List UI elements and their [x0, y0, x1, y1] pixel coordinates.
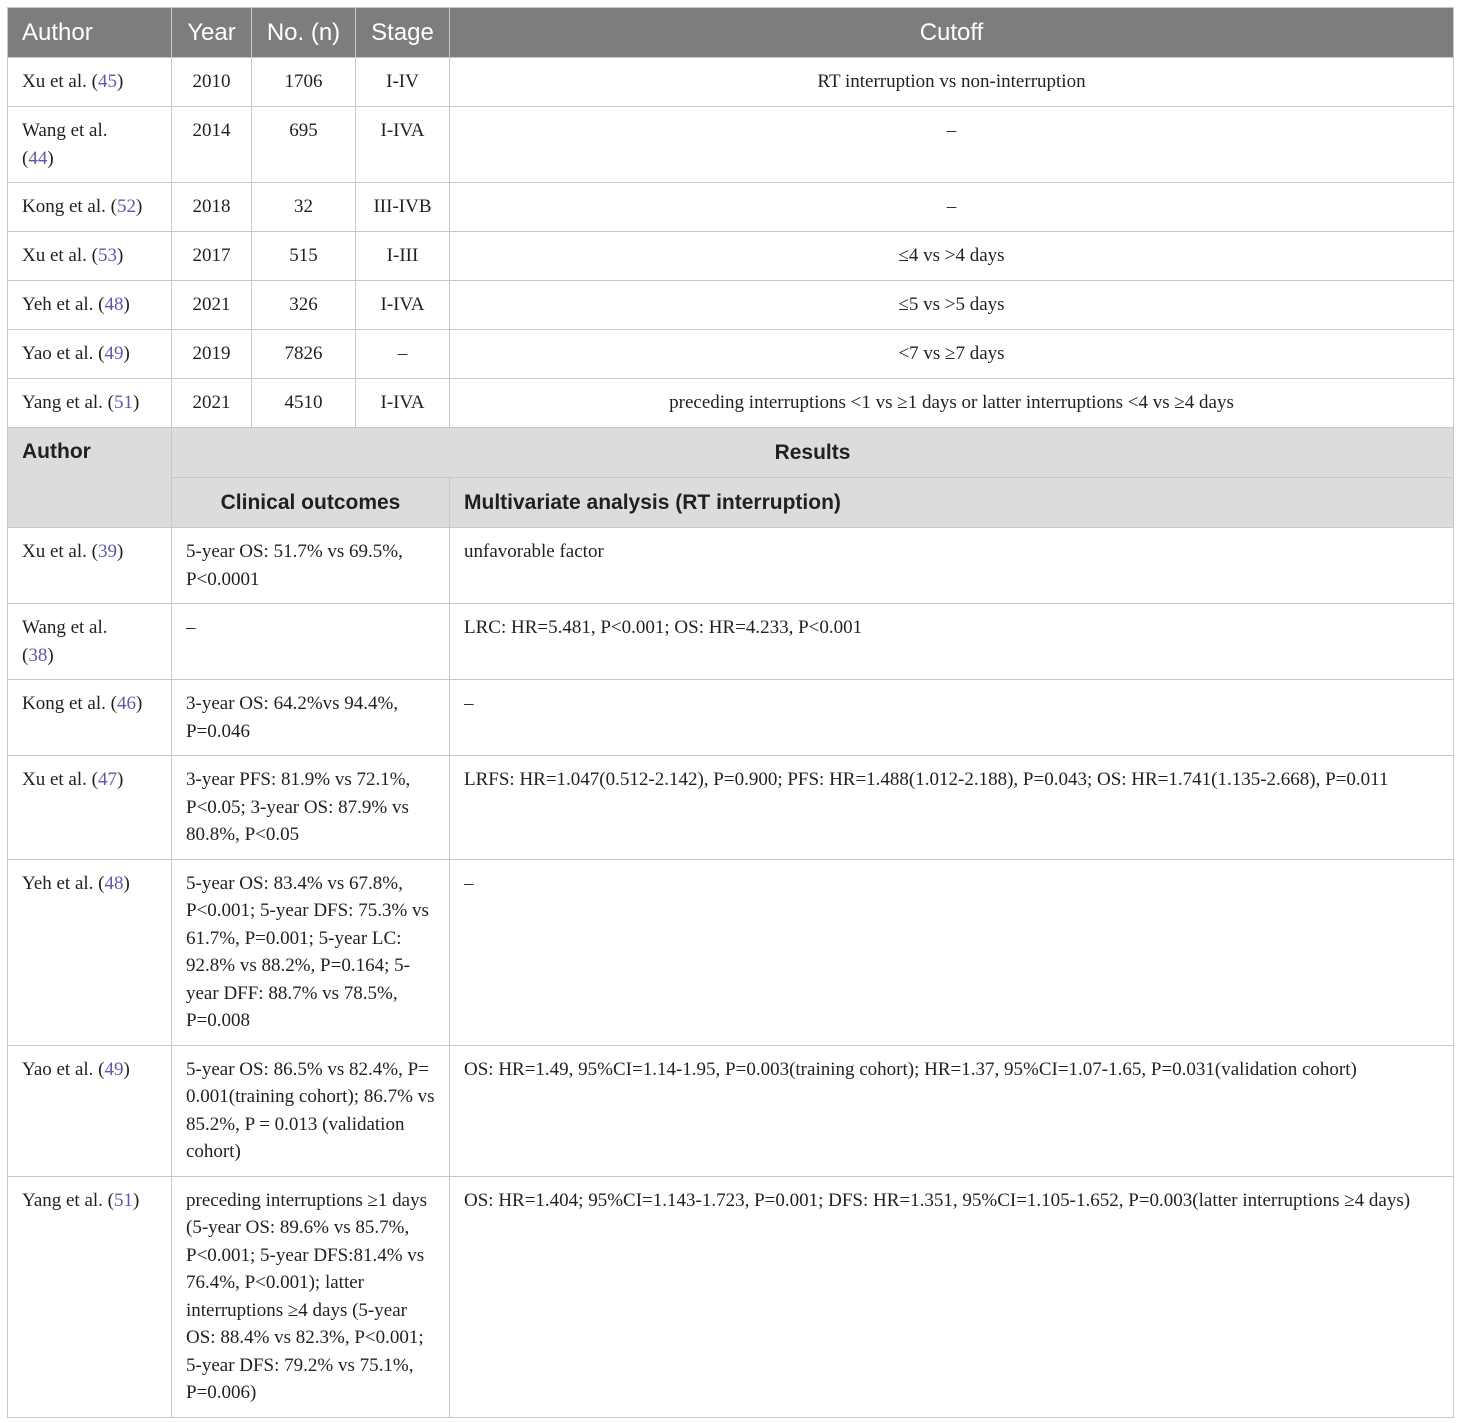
- stage-cell: I-III: [356, 232, 450, 281]
- ref-close: ): [123, 872, 130, 894]
- author-cell: [8, 58, 172, 107]
- multivariate-cell: –: [450, 859, 1454, 1045]
- author-name: Xu et al. (: [22, 245, 98, 267]
- table-row: [8, 379, 1454, 428]
- author-cell: [8, 859, 172, 1045]
- author-name: Wang et al.: [22, 120, 108, 141]
- author-name: Wang et al.: [22, 617, 108, 638]
- ref-close: ): [123, 1058, 130, 1080]
- table-row: [8, 756, 1454, 860]
- author-name: Yao et al. (: [22, 343, 105, 365]
- cutoff-cell: preceding interruptions <1 vs ≥1 days or latter interruptions <4 vs ≥4 days: [450, 379, 1454, 428]
- ref-close: ): [135, 196, 143, 218]
- reference-link[interactable]: 49: [104, 343, 124, 365]
- multivariate-cell: LRFS: HR=1.047(0.512-2.142), P=0.900; PFS: HR=1.488(1.012-2.188), P=0.043; OS: HR=1.741(1.135-2.668), P=0.011: [450, 756, 1454, 860]
- author-name: Xu et al. (: [22, 71, 98, 93]
- results-subheader-row: [8, 478, 1454, 528]
- n-cell: 7826: [252, 330, 356, 379]
- stage-cell: I-IV: [356, 58, 450, 107]
- clinical-cell: 3-year OS: 64.2%vs 94.4%, P=0.046: [172, 680, 450, 756]
- ref-open: (: [22, 644, 29, 666]
- year-cell: 2010: [172, 58, 252, 107]
- table-row: [8, 183, 1454, 232]
- ref-close: ): [133, 392, 140, 414]
- year-cell: 2021: [172, 281, 252, 330]
- table-row: [8, 232, 1454, 281]
- author-name: Yao et al. (: [22, 1058, 105, 1080]
- table-row: [8, 604, 1454, 680]
- author-cell: [8, 232, 172, 281]
- study-table: [7, 7, 1454, 1418]
- ref-close: ): [116, 769, 124, 790]
- multivariate-cell: unfavorable factor: [450, 528, 1454, 604]
- year-cell: 2018: [172, 183, 252, 232]
- n-cell: 1706: [252, 58, 356, 107]
- ref-close: ): [123, 294, 130, 316]
- table-row: [8, 680, 1454, 756]
- table-row: [8, 528, 1454, 604]
- author-name: Yeh et al. (: [22, 294, 105, 316]
- ref-open: (: [22, 147, 29, 169]
- table-row: [8, 58, 1454, 107]
- author-cell: [8, 330, 172, 379]
- header-results: Results: [172, 428, 1454, 478]
- author-cell: [8, 1045, 172, 1176]
- reference-link[interactable]: 51: [114, 392, 134, 414]
- top-header-row: [8, 8, 1454, 58]
- header-year: Year: [172, 8, 252, 58]
- cutoff-cell: ≤5 vs >5 days: [450, 281, 1454, 330]
- reference-link[interactable]: 48: [104, 872, 124, 894]
- reference-link[interactable]: 51: [114, 1189, 134, 1211]
- reference-link[interactable]: 49: [104, 1058, 124, 1080]
- reference-link[interactable]: 46: [116, 693, 136, 714]
- reference-link[interactable]: 44: [28, 147, 48, 169]
- author-name: Yang et al. (: [22, 392, 115, 414]
- reference-link[interactable]: 47: [97, 769, 117, 790]
- header-multivariate: Multivariate analysis (RT interruption): [450, 478, 1454, 528]
- cutoff-cell: –: [450, 183, 1454, 232]
- author-name: Yang et al. (: [22, 1189, 115, 1211]
- author-cell: [8, 680, 172, 756]
- author-cell: [8, 528, 172, 604]
- clinical-cell: –: [172, 604, 450, 680]
- author-name: Xu et al. (: [22, 541, 98, 562]
- table-row: [8, 1045, 1454, 1176]
- stage-cell: III-IVB: [356, 183, 450, 232]
- clinical-cell: preceding interruptions ≥1 days (5-year OS: 89.6% vs 85.7%, P<0.001; 5-year DFS:81.4% vs 76.4%, P<0.001); latter interruptions ≥4 days (5-year OS: 88.4% vs 82.3%, P<0.001; 5-year DFS: 79.2% vs 75.1%, P=0.006): [172, 1176, 450, 1417]
- reference-link[interactable]: 48: [104, 294, 124, 316]
- reference-link[interactable]: 45: [97, 71, 117, 93]
- author-cell: [8, 183, 172, 232]
- table-row: [8, 107, 1454, 183]
- ref-close: ): [116, 541, 124, 562]
- multivariate-cell: LRC: HR=5.481, P<0.001; OS: HR=4.233, P<0.001: [450, 604, 1454, 680]
- header-author: Author: [8, 8, 172, 58]
- cutoff-cell: ≤4 vs >4 days: [450, 232, 1454, 281]
- stage-cell: I-IVA: [356, 107, 450, 183]
- n-cell: 4510: [252, 379, 356, 428]
- header-clinical-outcomes: Clinical outcomes: [172, 478, 450, 528]
- clinical-cell: 5-year OS: 83.4% vs 67.8%, P<0.001; 5-year DFS: 75.3% vs 61.7%, P=0.001; 5-year LC: 92.8% vs 88.2%, P=0.164; 5-year DFF: 88.7% vs 78.5%, P=0.008: [172, 859, 450, 1045]
- year-cell: 2019: [172, 330, 252, 379]
- header-cutoff: Cutoff: [450, 8, 1454, 58]
- cutoff-cell: <7 vs ≥7 days: [450, 330, 1454, 379]
- multivariate-cell: OS: HR=1.49, 95%CI=1.14-1.95, P=0.003(training cohort); HR=1.37, 95%CI=1.07-1.65, P=0.031(validation cohort): [450, 1045, 1454, 1176]
- clinical-cell: 5-year OS: 86.5% vs 82.4%, P= 0.001(training cohort); 86.7% vs 85.2%, P = 0.013 (validation cohort): [172, 1045, 450, 1176]
- table-row: [8, 1176, 1454, 1417]
- ref-close: ): [133, 1189, 140, 1211]
- ref-close: ): [135, 693, 143, 714]
- author-name: Xu et al. (: [22, 769, 98, 790]
- author-name: Kong et al. (: [22, 196, 117, 218]
- clinical-cell: 3-year PFS: 81.9% vs 72.1%, P<0.05; 3-year OS: 87.9% vs 80.8%, P<0.05: [172, 756, 450, 860]
- author-cell: [8, 107, 172, 183]
- stage-cell: I-IVA: [356, 281, 450, 330]
- year-cell: 2017: [172, 232, 252, 281]
- ref-close: ): [116, 245, 124, 267]
- author-cell: [8, 756, 172, 860]
- author-cell: [8, 379, 172, 428]
- year-cell: 2014: [172, 107, 252, 183]
- ref-close: ): [116, 71, 124, 93]
- multivariate-cell: OS: HR=1.404; 95%CI=1.143-1.723, P=0.001; DFS: HR=1.351, 95%CI=1.105-1.652, P=0.003(latter interruptions ≥4 days): [450, 1176, 1454, 1417]
- reference-link[interactable]: 52: [116, 196, 136, 218]
- ref-close: ): [123, 343, 130, 365]
- author-name: Kong et al. (: [22, 693, 117, 714]
- cutoff-cell: RT interruption vs non-interruption: [450, 58, 1454, 107]
- stage-cell: –: [356, 330, 450, 379]
- header-author-results: Author: [8, 428, 172, 528]
- header-n: No. (n): [252, 8, 356, 58]
- ref-close: ): [47, 644, 54, 666]
- reference-link[interactable]: 39: [97, 541, 117, 562]
- results-header-row: [8, 428, 1454, 478]
- n-cell: 695: [252, 107, 356, 183]
- year-cell: 2021: [172, 379, 252, 428]
- multivariate-cell: –: [450, 680, 1454, 756]
- author-name: Yeh et al. (: [22, 872, 105, 894]
- reference-link[interactable]: 38: [28, 644, 48, 666]
- table-row: [8, 281, 1454, 330]
- n-cell: 32: [252, 183, 356, 232]
- clinical-cell: 5-year OS: 51.7% vs 69.5%, P<0.0001: [172, 528, 450, 604]
- n-cell: 515: [252, 232, 356, 281]
- n-cell: 326: [252, 281, 356, 330]
- table-row: [8, 859, 1454, 1045]
- author-cell: [8, 281, 172, 330]
- cutoff-cell: –: [450, 107, 1454, 183]
- table-row: [8, 330, 1454, 379]
- reference-link[interactable]: 53: [97, 245, 117, 267]
- author-cell: [8, 1176, 172, 1417]
- header-stage: Stage: [356, 8, 450, 58]
- ref-close: ): [47, 147, 54, 169]
- stage-cell: I-IVA: [356, 379, 450, 428]
- author-cell: [8, 604, 172, 680]
